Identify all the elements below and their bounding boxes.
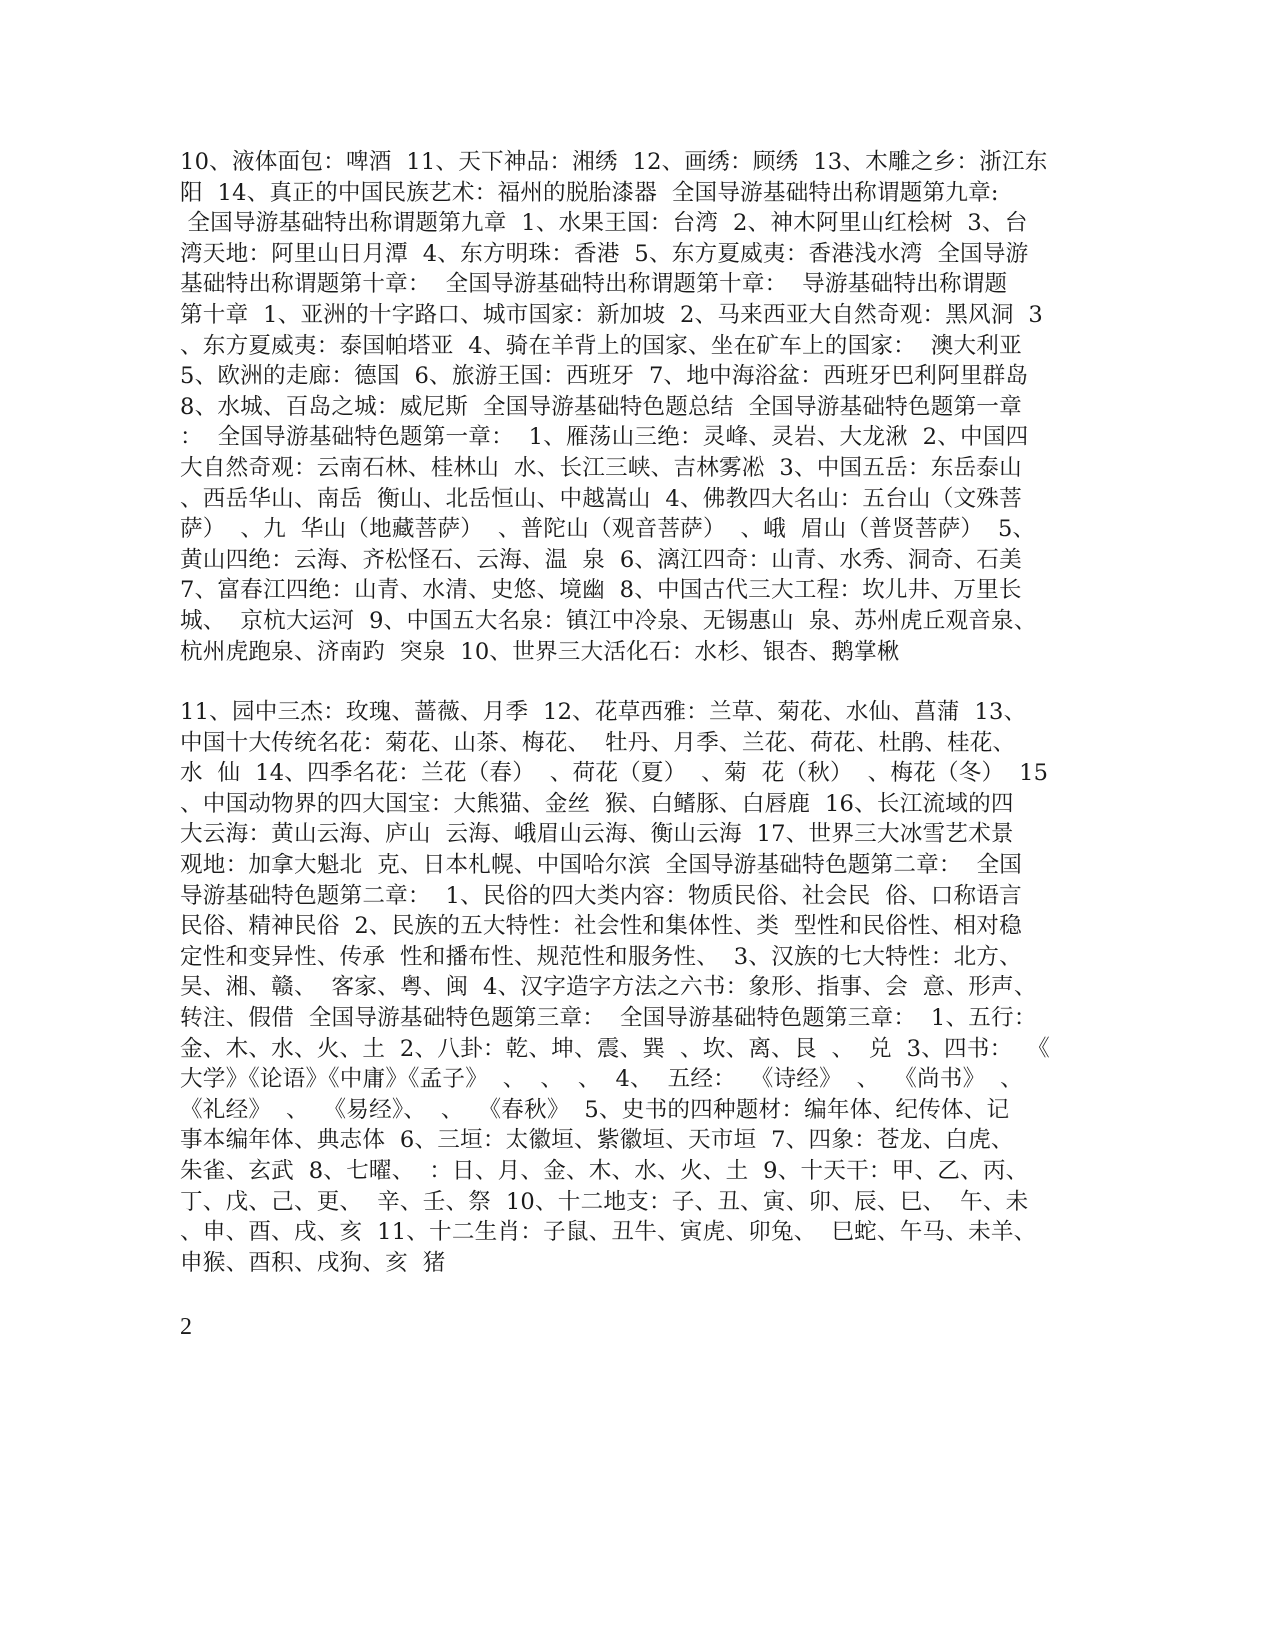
text-line: 金、木、水、火、土 2、八卦：乾、坤、震、巽 、坎、离、艮 、 兑 3、四书： 《 bbox=[180, 1035, 1050, 1062]
text-line: 大学》《论语》《中庸》《孟子》 、 、 、 4、 五经： 《诗经》 、 《尚书》 、 bbox=[180, 1066, 1023, 1093]
text-line: 民俗、精神民俗 2、民族的五大特性：社会性和集体性、类 型性和民俗性、相对稳 bbox=[180, 913, 1022, 940]
text-line: 、西岳华山、南岳 衡山、北岳恒山、中越嵩山 4、佛教四大名山：五台山（文殊菩 bbox=[180, 485, 1022, 512]
text-line: 转注、假借 全国导游基础特色题第三章： 全国导游基础特色题第三章： 1、五行： bbox=[180, 1004, 1037, 1031]
text-line: 申猴、酉积、戌狗、亥 猪 bbox=[180, 1249, 446, 1276]
text-line: 中国十大传统名花：菊花、山茶、梅花、 牡丹、月季、兰花、荷花、杜鹃、桂花、 bbox=[180, 729, 1016, 756]
text-line: 7、富春江四绝：山青、水清、史悠、境幽 8、中国古代三大工程：坎儿井、万里长 bbox=[180, 577, 1022, 604]
text-line: 全国导游基础特出称谓题第九章 1、水果王国：台湾 2、神木阿里山红桧树 3、台 bbox=[180, 210, 1028, 237]
text-line: 湾天地：阿里山日月潭 4、东方明珠：香港 5、东方夏威夷：香港浅水湾 全国导游 bbox=[180, 240, 1029, 267]
text-line: 黄山四绝：云海、齐松怪石、云海、温 泉 6、漓江四奇：山青、水秀、洞奇、石美 bbox=[180, 546, 1022, 573]
text-line: 萨） 、九 华山（地藏菩萨） 、普陀山（观音菩萨） 、峨 眉山（普贤菩萨） 5、 bbox=[180, 516, 1036, 543]
text-line: 、东方夏威夷：泰国帕塔亚 4、骑在羊背上的国家、坐在矿车上的国家： 澳大利亚 bbox=[180, 332, 1022, 359]
text-line: 大自然奇观：云南石林、桂林山 水、长江三峡、吉林雾凇 3、中国五岳：东岳泰山 bbox=[180, 454, 1022, 481]
page-number: 2 bbox=[180, 1314, 192, 1340]
text-line: ： 全国导游基础特色题第一章： 1、雁荡山三绝：灵峰、灵岩、大龙湫 2、中国四 bbox=[180, 424, 1029, 451]
text-line: 大云海：黄山云海、庐山 云海、峨眉山云海、衡山云海 17、世界三大冰雪艺术景 bbox=[180, 821, 1014, 848]
text-line: 11、园中三杰：玫瑰、蔷薇、月季 12、花草西雅：兰草、菊花、水仙、菖蒲 13、 bbox=[180, 699, 1027, 725]
text-line: 吴、湘、赣、 客家、粤、闽 4、汉字造字方法之六书：象形、指事、会 意、形声、 bbox=[180, 974, 1037, 1001]
paragraph-tourism-features bbox=[180, 697, 1050, 1278]
text-line: 、申、酉、戌、亥 11、十二生肖：子鼠、丑牛、寅虎、卯兔、 巳蛇、午马、未羊、 bbox=[180, 1219, 1037, 1246]
text-line: 基础特出称谓题第十章： 全国导游基础特出称谓题第十章： 导游基础特出称谓题 bbox=[180, 271, 1008, 298]
text-line: 5、欧洲的走廊：德国 6、旅游王国：西班牙 7、地中海浴盆：西班牙巴利阿里群岛 bbox=[180, 363, 1029, 390]
text-line: 《礼经》 、 《易经》、 、 《春秋》 5、史书的四种题材：编年体、纪传体、记 bbox=[180, 1096, 1010, 1123]
text-line: 城、 京杭大运河 9、中国五大名泉：镇江中冷泉、无锡惠山 泉、苏州虎丘观音泉、 bbox=[180, 607, 1037, 634]
text-line: 朱雀、玄武 8、七曜、 ：日、月、金、木、水、火、土 9、十天干：甲、乙、丙、 bbox=[180, 1157, 1029, 1184]
text-line: 丁、戊、己、更、 辛、壬、祭 10、十二地支：子、丑、寅、卯、辰、巳、 午、未 bbox=[180, 1188, 1029, 1215]
text-line: 8、水城、百岛之城：威尼斯 全国导游基础特色题总结 全国导游基础特色题第一章 bbox=[180, 393, 1022, 420]
text-line: 定性和变异性、传承 性和播布性、规范性和服务性、 3、汉族的七大特性：北方、 bbox=[180, 943, 1022, 970]
text-line: 事本编年体、典志体 6、三垣：太徽垣、紫徽垣、天市垣 7、四象：苍龙、白虎、 bbox=[180, 1127, 1014, 1154]
text-line: 导游基础特色题第二章： 1、民俗的四大类内容：物质民俗、社会民 俗、口称语言 bbox=[180, 882, 1022, 909]
text-line: 第十章 1、亚洲的十字路口、城市国家：新加坡 2、马来西亚大自然奇观：黑风洞 3 bbox=[180, 301, 1044, 328]
text-line: 观地：加拿大魁北 克、日本札幌、中国哈尔滨 全国导游基础特色题第二章： 全国 bbox=[180, 851, 1023, 878]
text-line: 阳 14、真正的中国民族艺术：福州的脱胎漆器 全国导游基础特出称谓题第九章: bbox=[180, 179, 999, 206]
text-line: 10、液体面包：啤酒 11、天下神品：湘绣 12、画绣：顾绣 13、木雕之乡：浙江东 bbox=[180, 149, 1048, 175]
paragraph-tourism-titles bbox=[180, 147, 1050, 667]
text-line: 、中国动物界的四大国宝：大熊猫、金丝 猴、白鳍豚、白唇鹿 16、长江流域的四 bbox=[180, 790, 1014, 817]
text-line: 水 仙 14、四季名花：兰花（春） 、荷花（夏） 、菊 花（秋） 、梅花（冬） 15 bbox=[180, 760, 1049, 787]
text-line: 杭州虎跑泉、济南趵 突泉 10、世界三大活化石：水杉、银杏、鹅掌楸 bbox=[180, 638, 900, 665]
